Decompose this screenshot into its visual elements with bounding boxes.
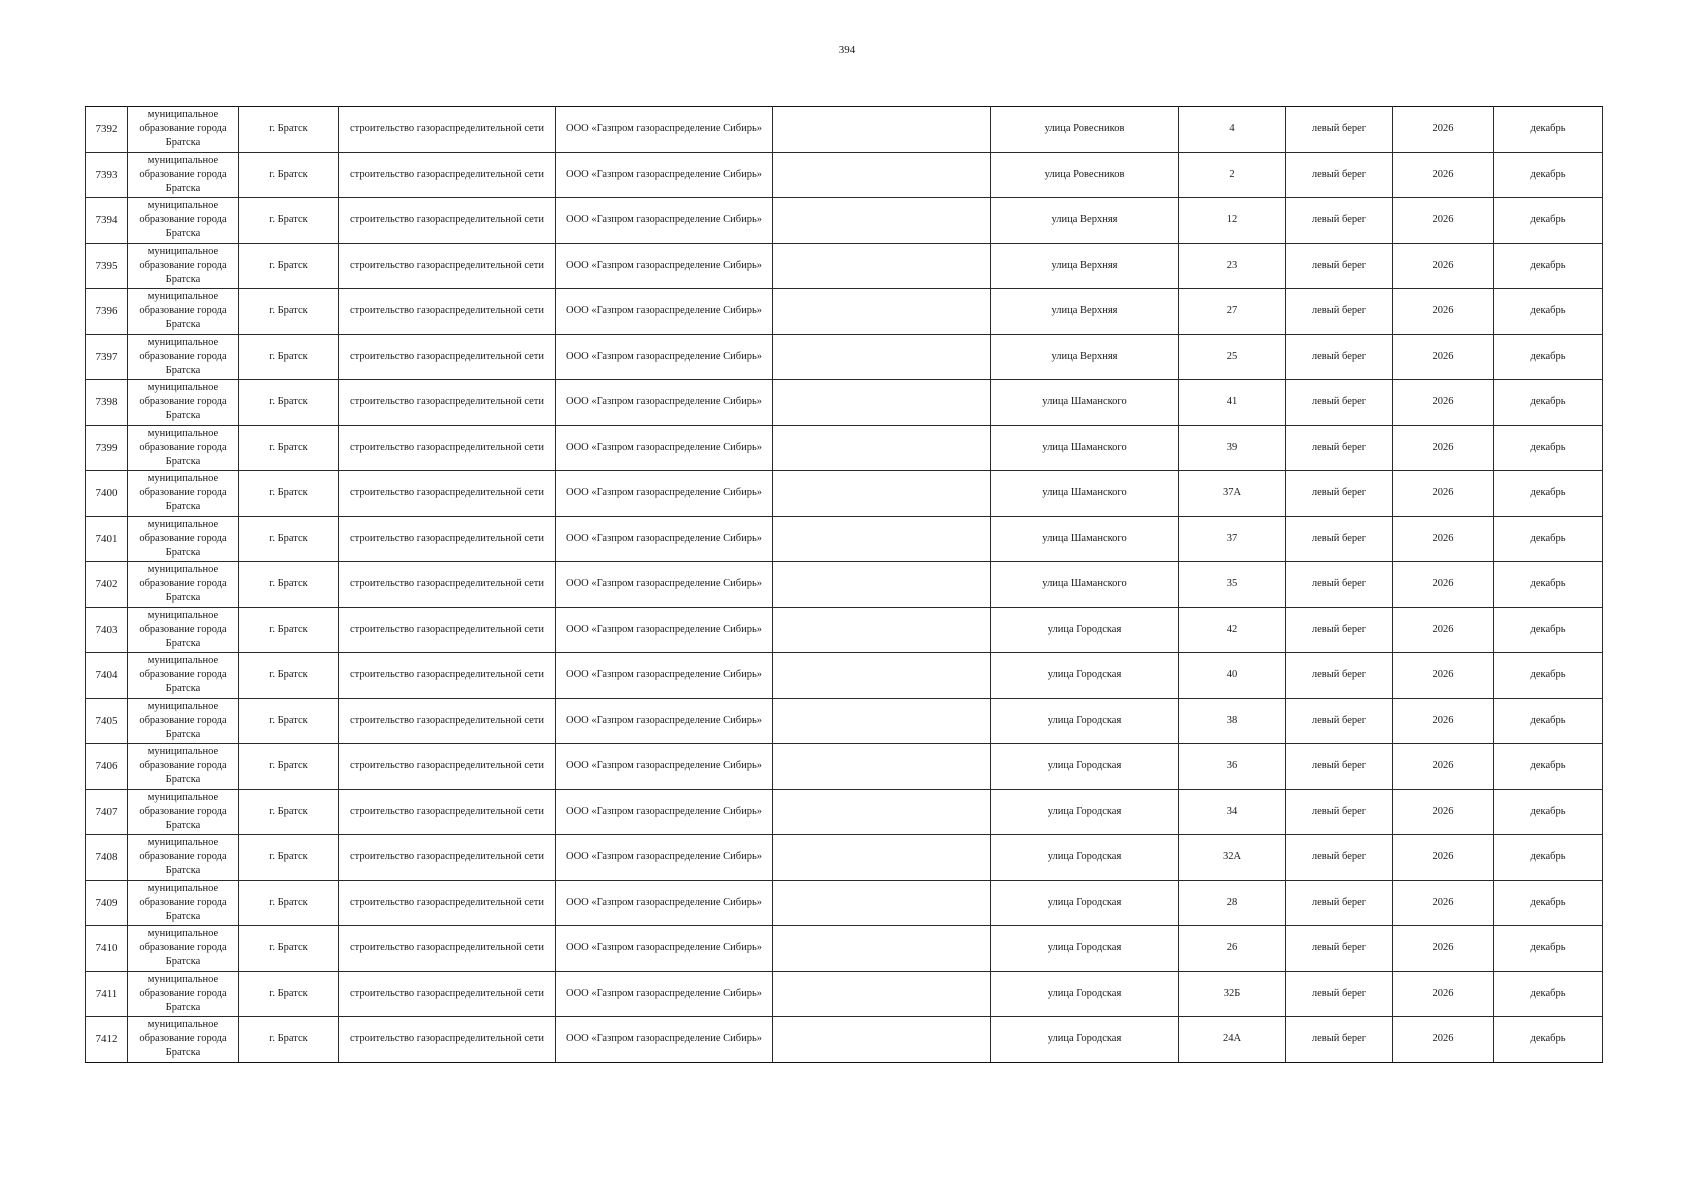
city-cell: г. Братск	[239, 107, 339, 153]
house-number-cell: 38	[1179, 698, 1286, 744]
table-row	[86, 698, 1603, 744]
month-cell: декабрь	[1494, 562, 1603, 608]
municipality-cell: муниципальное образование города Братска	[128, 971, 239, 1017]
empty-cell	[773, 198, 991, 244]
river-bank-cell: левый берег	[1286, 562, 1393, 608]
river-bank-cell: левый берег	[1286, 744, 1393, 790]
city-cell: г. Братск	[239, 243, 339, 289]
river-bank-cell: левый берег	[1286, 789, 1393, 835]
city-cell: г. Братск	[239, 926, 339, 972]
month-cell: декабрь	[1494, 334, 1603, 380]
empty-cell	[773, 880, 991, 926]
row-number-cell: 7392	[86, 107, 128, 153]
river-bank-cell: левый берег	[1286, 471, 1393, 517]
house-number-cell: 25	[1179, 334, 1286, 380]
city-cell: г. Братск	[239, 152, 339, 198]
table-row	[86, 107, 1603, 153]
city-cell: г. Братск	[239, 380, 339, 426]
municipality-cell: муниципальное образование города Братска	[128, 198, 239, 244]
year-cell: 2026	[1393, 152, 1494, 198]
organization-cell: ООО «Газпром газораспределение Сибирь»	[556, 744, 773, 790]
empty-cell	[773, 789, 991, 835]
row-number-cell: 7407	[86, 789, 128, 835]
table-row	[86, 653, 1603, 699]
organization-cell: ООО «Газпром газораспределение Сибирь»	[556, 607, 773, 653]
year-cell: 2026	[1393, 744, 1494, 790]
month-cell: декабрь	[1494, 425, 1603, 471]
river-bank-cell: левый берег	[1286, 152, 1393, 198]
street-cell: улица Шаманского	[991, 516, 1179, 562]
row-number-cell: 7398	[86, 380, 128, 426]
month-cell: декабрь	[1494, 653, 1603, 699]
row-number-cell: 7402	[86, 562, 128, 608]
year-cell: 2026	[1393, 198, 1494, 244]
table-row	[86, 789, 1603, 835]
empty-cell	[773, 289, 991, 335]
work-type-cell: строительство газораспределительной сети	[339, 835, 556, 881]
house-number-cell: 24А	[1179, 1017, 1286, 1063]
month-cell: декабрь	[1494, 607, 1603, 653]
house-number-cell: 34	[1179, 789, 1286, 835]
work-type-cell: строительство газораспределительной сети	[339, 562, 556, 608]
city-cell: г. Братск	[239, 789, 339, 835]
work-type-cell: строительство газораспределительной сети	[339, 926, 556, 972]
city-cell: г. Братск	[239, 971, 339, 1017]
organization-cell: ООО «Газпром газораспределение Сибирь»	[556, 334, 773, 380]
work-type-cell: строительство газораспределительной сети	[339, 880, 556, 926]
city-cell: г. Братск	[239, 471, 339, 517]
house-number-cell: 12	[1179, 198, 1286, 244]
municipality-cell: муниципальное образование города Братска	[128, 653, 239, 699]
municipality-cell: муниципальное образование города Братска	[128, 380, 239, 426]
street-cell: улица Городская	[991, 607, 1179, 653]
table-row	[86, 835, 1603, 881]
work-type-cell: строительство газораспределительной сети	[339, 698, 556, 744]
municipality-cell: муниципальное образование города Братска	[128, 1017, 239, 1063]
house-number-cell: 32А	[1179, 835, 1286, 881]
empty-cell	[773, 1017, 991, 1063]
organization-cell: ООО «Газпром газораспределение Сибирь»	[556, 380, 773, 426]
year-cell: 2026	[1393, 880, 1494, 926]
street-cell: улица Городская	[991, 698, 1179, 744]
empty-cell	[773, 653, 991, 699]
municipality-cell: муниципальное образование города Братска	[128, 425, 239, 471]
table-row	[86, 289, 1603, 335]
municipality-cell: муниципальное образование города Братска	[128, 334, 239, 380]
organization-cell: ООО «Газпром газораспределение Сибирь»	[556, 107, 773, 153]
river-bank-cell: левый берег	[1286, 380, 1393, 426]
row-number-cell: 7404	[86, 653, 128, 699]
river-bank-cell: левый берег	[1286, 653, 1393, 699]
street-cell: улица Верхняя	[991, 289, 1179, 335]
row-number-cell: 7406	[86, 744, 128, 790]
row-number-cell: 7409	[86, 880, 128, 926]
organization-cell: ООО «Газпром газораспределение Сибирь»	[556, 198, 773, 244]
year-cell: 2026	[1393, 789, 1494, 835]
year-cell: 2026	[1393, 607, 1494, 653]
empty-cell	[773, 744, 991, 790]
row-number-cell: 7410	[86, 926, 128, 972]
month-cell: декабрь	[1494, 471, 1603, 517]
house-number-cell: 4	[1179, 107, 1286, 153]
house-number-cell: 37	[1179, 516, 1286, 562]
house-number-cell: 37А	[1179, 471, 1286, 517]
organization-cell: ООО «Газпром газораспределение Сибирь»	[556, 562, 773, 608]
work-type-cell: строительство газораспределительной сети	[339, 607, 556, 653]
month-cell: декабрь	[1494, 380, 1603, 426]
empty-cell	[773, 471, 991, 517]
organization-cell: ООО «Газпром газораспределение Сибирь»	[556, 516, 773, 562]
year-cell: 2026	[1393, 653, 1494, 699]
page-number: 394	[838, 44, 856, 56]
organization-cell: ООО «Газпром газораспределение Сибирь»	[556, 653, 773, 699]
year-cell: 2026	[1393, 289, 1494, 335]
row-number-cell: 7396	[86, 289, 128, 335]
house-number-cell: 39	[1179, 425, 1286, 471]
organization-cell: ООО «Газпром газораспределение Сибирь»	[556, 698, 773, 744]
month-cell: декабрь	[1494, 198, 1603, 244]
year-cell: 2026	[1393, 380, 1494, 426]
river-bank-cell: левый берег	[1286, 880, 1393, 926]
table-row	[86, 607, 1603, 653]
house-number-cell: 42	[1179, 607, 1286, 653]
street-cell: улица Городская	[991, 744, 1179, 790]
month-cell: декабрь	[1494, 516, 1603, 562]
year-cell: 2026	[1393, 926, 1494, 972]
month-cell: декабрь	[1494, 1017, 1603, 1063]
municipality-cell: муниципальное образование города Братска	[128, 789, 239, 835]
municipality-cell: муниципальное образование города Братска	[128, 243, 239, 289]
work-type-cell: строительство газораспределительной сети	[339, 243, 556, 289]
year-cell: 2026	[1393, 334, 1494, 380]
river-bank-cell: левый берег	[1286, 425, 1393, 471]
organization-cell: ООО «Газпром газораспределение Сибирь»	[556, 152, 773, 198]
work-type-cell: строительство газораспределительной сети	[339, 198, 556, 244]
municipality-cell: муниципальное образование города Братска	[128, 698, 239, 744]
municipality-cell: муниципальное образование города Братска	[128, 107, 239, 153]
row-number-cell: 7393	[86, 152, 128, 198]
city-cell: г. Братск	[239, 698, 339, 744]
organization-cell: ООО «Газпром газораспределение Сибирь»	[556, 926, 773, 972]
municipality-cell: муниципальное образование города Братска	[128, 880, 239, 926]
river-bank-cell: левый берег	[1286, 1017, 1393, 1063]
empty-cell	[773, 243, 991, 289]
house-number-cell: 41	[1179, 380, 1286, 426]
street-cell: улица Городская	[991, 835, 1179, 881]
row-number-cell: 7401	[86, 516, 128, 562]
street-cell: улица Городская	[991, 926, 1179, 972]
municipality-cell: муниципальное образование города Братска	[128, 471, 239, 517]
row-number-cell: 7403	[86, 607, 128, 653]
street-cell: улица Шаманского	[991, 562, 1179, 608]
work-type-cell: строительство газораспределительной сети	[339, 971, 556, 1017]
month-cell: декабрь	[1494, 971, 1603, 1017]
row-number-cell: 7399	[86, 425, 128, 471]
year-cell: 2026	[1393, 835, 1494, 881]
work-type-cell: строительство газораспределительной сети	[339, 380, 556, 426]
city-cell: г. Братск	[239, 562, 339, 608]
organization-cell: ООО «Газпром газораспределение Сибирь»	[556, 880, 773, 926]
house-number-cell: 2	[1179, 152, 1286, 198]
month-cell: декабрь	[1494, 880, 1603, 926]
table-row	[86, 1017, 1603, 1063]
river-bank-cell: левый берег	[1286, 243, 1393, 289]
table-row	[86, 243, 1603, 289]
table-row	[86, 744, 1603, 790]
city-cell: г. Братск	[239, 516, 339, 562]
work-type-cell: строительство газораспределительной сети	[339, 334, 556, 380]
house-number-cell: 26	[1179, 926, 1286, 972]
month-cell: декабрь	[1494, 243, 1603, 289]
work-type-cell: строительство газораспределительной сети	[339, 1017, 556, 1063]
year-cell: 2026	[1393, 425, 1494, 471]
empty-cell	[773, 926, 991, 972]
year-cell: 2026	[1393, 471, 1494, 517]
year-cell: 2026	[1393, 107, 1494, 153]
table-row	[86, 562, 1603, 608]
empty-cell	[773, 698, 991, 744]
city-cell: г. Братск	[239, 198, 339, 244]
municipality-cell: муниципальное образование города Братска	[128, 152, 239, 198]
house-number-cell: 23	[1179, 243, 1286, 289]
table-row	[86, 380, 1603, 426]
empty-cell	[773, 425, 991, 471]
street-cell: улица Ровесников	[991, 152, 1179, 198]
month-cell: декабрь	[1494, 835, 1603, 881]
year-cell: 2026	[1393, 516, 1494, 562]
table-row	[86, 334, 1603, 380]
river-bank-cell: левый берег	[1286, 289, 1393, 335]
organization-cell: ООО «Газпром газораспределение Сибирь»	[556, 425, 773, 471]
house-number-cell: 32Б	[1179, 971, 1286, 1017]
street-cell: улица Городская	[991, 880, 1179, 926]
house-number-cell: 28	[1179, 880, 1286, 926]
house-number-cell: 35	[1179, 562, 1286, 608]
city-cell: г. Братск	[239, 289, 339, 335]
table-row	[86, 471, 1603, 517]
year-cell: 2026	[1393, 698, 1494, 744]
city-cell: г. Братск	[239, 1017, 339, 1063]
river-bank-cell: левый берег	[1286, 516, 1393, 562]
street-cell: улица Верхняя	[991, 243, 1179, 289]
street-cell: улица Верхняя	[991, 198, 1179, 244]
work-type-cell: строительство газораспределительной сети	[339, 471, 556, 517]
house-number-cell: 36	[1179, 744, 1286, 790]
house-number-cell: 40	[1179, 653, 1286, 699]
organization-cell: ООО «Газпром газораспределение Сибирь»	[556, 971, 773, 1017]
municipality-cell: муниципальное образование города Братска	[128, 289, 239, 335]
organization-cell: ООО «Газпром газораспределение Сибирь»	[556, 789, 773, 835]
registry-body	[86, 107, 1603, 1063]
row-number-cell: 7405	[86, 698, 128, 744]
organization-cell: ООО «Газпром газораспределение Сибирь»	[556, 243, 773, 289]
empty-cell	[773, 380, 991, 426]
river-bank-cell: левый берег	[1286, 926, 1393, 972]
work-type-cell: строительство газораспределительной сети	[339, 653, 556, 699]
city-cell: г. Братск	[239, 835, 339, 881]
row-number-cell: 7394	[86, 198, 128, 244]
table-row	[86, 516, 1603, 562]
month-cell: декабрь	[1494, 289, 1603, 335]
year-cell: 2026	[1393, 562, 1494, 608]
work-type-cell: строительство газораспределительной сети	[339, 789, 556, 835]
work-type-cell: строительство газораспределительной сети	[339, 152, 556, 198]
street-cell: улица Верхняя	[991, 334, 1179, 380]
organization-cell: ООО «Газпром газораспределение Сибирь»	[556, 289, 773, 335]
work-type-cell: строительство газораспределительной сети	[339, 744, 556, 790]
river-bank-cell: левый берег	[1286, 334, 1393, 380]
year-cell: 2026	[1393, 1017, 1494, 1063]
street-cell: улица Ровесников	[991, 107, 1179, 153]
table-row	[86, 971, 1603, 1017]
river-bank-cell: левый берег	[1286, 107, 1393, 153]
table-row	[86, 880, 1603, 926]
work-type-cell: строительство газораспределительной сети	[339, 425, 556, 471]
month-cell: декабрь	[1494, 744, 1603, 790]
river-bank-cell: левый берег	[1286, 971, 1393, 1017]
row-number-cell: 7397	[86, 334, 128, 380]
table-row	[86, 425, 1603, 471]
row-number-cell: 7408	[86, 835, 128, 881]
city-cell: г. Братск	[239, 880, 339, 926]
city-cell: г. Братск	[239, 744, 339, 790]
row-number-cell: 7412	[86, 1017, 128, 1063]
row-number-cell: 7400	[86, 471, 128, 517]
street-cell: улица Городская	[991, 1017, 1179, 1063]
city-cell: г. Братск	[239, 334, 339, 380]
table-row	[86, 152, 1603, 198]
municipality-cell: муниципальное образование города Братска	[128, 562, 239, 608]
street-cell: улица Шаманского	[991, 471, 1179, 517]
month-cell: декабрь	[1494, 698, 1603, 744]
work-type-cell: строительство газораспределительной сети	[339, 516, 556, 562]
street-cell: улица Городская	[991, 971, 1179, 1017]
organization-cell: ООО «Газпром газораспределение Сибирь»	[556, 1017, 773, 1063]
municipality-cell: муниципальное образование города Братска	[128, 835, 239, 881]
month-cell: декабрь	[1494, 789, 1603, 835]
municipality-cell: муниципальное образование города Братска	[128, 744, 239, 790]
year-cell: 2026	[1393, 971, 1494, 1017]
work-type-cell: строительство газораспределительной сети	[339, 289, 556, 335]
street-cell: улица Городская	[991, 653, 1179, 699]
city-cell: г. Братск	[239, 425, 339, 471]
row-number-cell: 7411	[86, 971, 128, 1017]
empty-cell	[773, 562, 991, 608]
year-cell: 2026	[1393, 243, 1494, 289]
empty-cell	[773, 516, 991, 562]
row-number-cell: 7395	[86, 243, 128, 289]
organization-cell: ООО «Газпром газораспределение Сибирь»	[556, 835, 773, 881]
empty-cell	[773, 607, 991, 653]
table-row	[86, 926, 1603, 972]
city-cell: г. Братск	[239, 607, 339, 653]
month-cell: декабрь	[1494, 926, 1603, 972]
table-row	[86, 198, 1603, 244]
municipality-cell: муниципальное образование города Братска	[128, 516, 239, 562]
month-cell: декабрь	[1494, 107, 1603, 153]
street-cell: улица Шаманского	[991, 425, 1179, 471]
empty-cell	[773, 334, 991, 380]
empty-cell	[773, 107, 991, 153]
city-cell: г. Братск	[239, 653, 339, 699]
river-bank-cell: левый берег	[1286, 607, 1393, 653]
empty-cell	[773, 152, 991, 198]
empty-cell	[773, 971, 991, 1017]
municipality-cell: муниципальное образование города Братска	[128, 926, 239, 972]
street-cell: улица Городская	[991, 789, 1179, 835]
river-bank-cell: левый берег	[1286, 698, 1393, 744]
house-number-cell: 27	[1179, 289, 1286, 335]
registry-table	[85, 106, 1603, 1063]
empty-cell	[773, 835, 991, 881]
month-cell: декабрь	[1494, 152, 1603, 198]
municipality-cell: муниципальное образование города Братска	[128, 607, 239, 653]
street-cell: улица Шаманского	[991, 380, 1179, 426]
organization-cell: ООО «Газпром газораспределение Сибирь»	[556, 471, 773, 517]
work-type-cell: строительство газораспределительной сети	[339, 107, 556, 153]
river-bank-cell: левый берег	[1286, 835, 1393, 881]
river-bank-cell: левый берег	[1286, 198, 1393, 244]
